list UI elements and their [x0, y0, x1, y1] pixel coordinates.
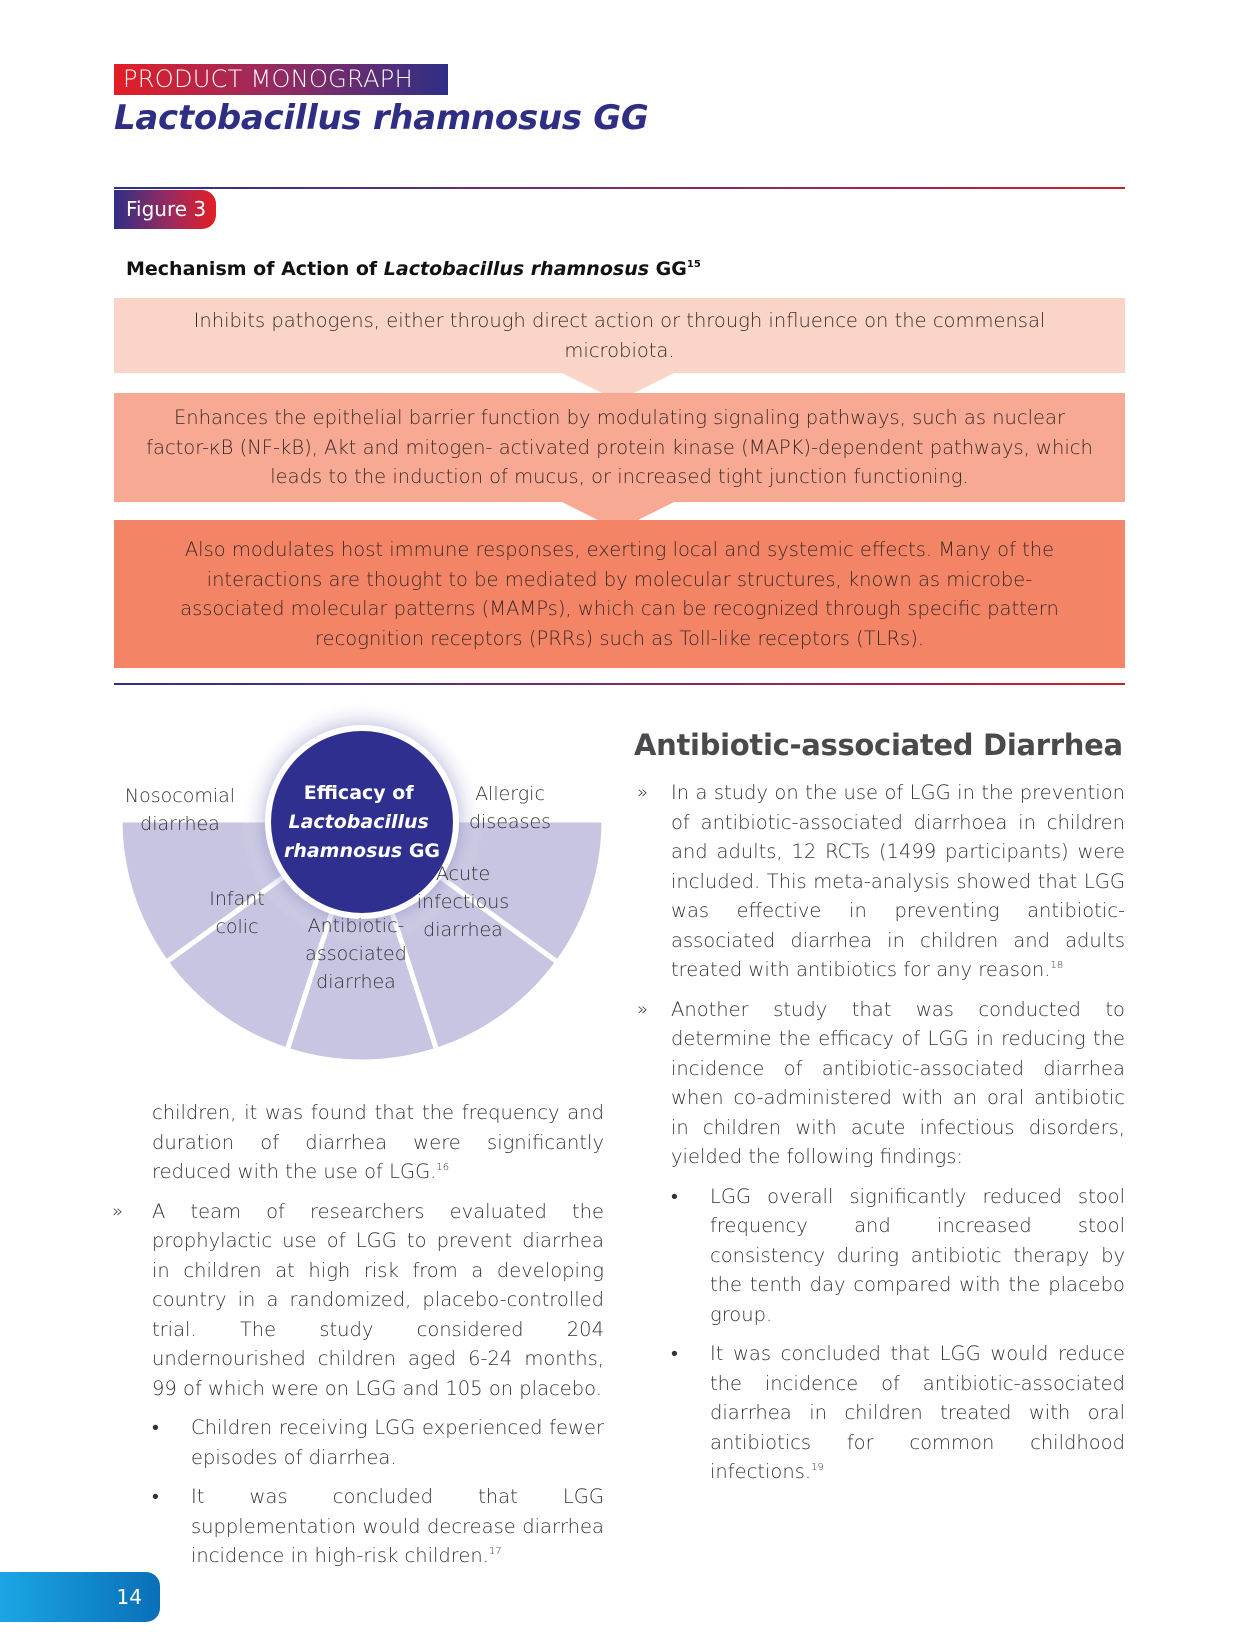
product-monograph-label: PRODUCT MONOGRAPH [123, 65, 413, 93]
bullet-dot-icon: • [152, 1416, 159, 1439]
mechanism-step-text: Inhibits pathogens, either through direct action or through influence on the commensal microbiota. [193, 309, 1046, 362]
segment-label-line: diarrhea [316, 971, 396, 993]
guillemet-bullet-icon: » [112, 1200, 124, 1222]
segment-label-line: diarrhea [140, 813, 220, 835]
bullet-item [637, 778, 1125, 985]
guillemet-bullet-icon: » [637, 998, 649, 1020]
bullet-text: Another study that was conducted to determine the efficacy of LGG in reducing the incidence of antibiotic-associated diarrhea when co-administered with an oral antibiotic in children with acute infectious disorders, yielded the following findings: [671, 997, 1125, 1168]
center-line-3 [284, 840, 440, 862]
page-number: 14 [116, 1585, 142, 1609]
bullet-text: A team of researchers evaluated the prophylactic use of LGG to prevent diarrhea in children at high risk from a developing country in a randomized, placebo-controlled trial. The study considered 204 undernourished children aged 6-24 months, 99 of which were on LGG and 105 on placebo. [152, 1199, 604, 1400]
bullet-text: In a study on the use of LGG in the prevention of antibiotic-associated diarrhoea in children and adults, 12 RCTs (1499 participants) were included. This meta-analysis showed that LGG was effective in preventing antibiotic-associated diarrhea in children and adults treated with antibiotics for any reason. [671, 781, 1125, 981]
figure-heading [126, 258, 701, 280]
segment-label-line: diarrhea [423, 919, 503, 941]
paragraph-text: children, it was found that the frequency and duration of diarrhea were significantly reduced with the use of LGG. [152, 1101, 604, 1183]
bullet-dot-icon: • [671, 1184, 678, 1208]
segment-label-line: Antibiotic- [307, 915, 405, 937]
figure-badge-label: Figure 3 [126, 197, 207, 221]
svg-text:Efficacy of Lactobacillus [284, 782, 440, 862]
bullet-item [637, 995, 1125, 1172]
right-column [637, 778, 1125, 1497]
bullet-dot-icon: • [152, 1485, 159, 1508]
sub-bullet-item [671, 1182, 1125, 1330]
reference-superscript: 18 [1050, 960, 1064, 971]
figure-heading-prefix: Mechanism of Action of [126, 258, 384, 280]
section-title: Antibiotic-associated Diarrhea [634, 728, 1123, 762]
sub-bullet-item [152, 1482, 604, 1571]
center-line-1: Efficacy of [303, 782, 414, 804]
top-divider [114, 187, 1125, 189]
bullet-item [112, 1197, 604, 1404]
segment-label-line: Acute [435, 863, 491, 885]
sub-bullet-item [152, 1413, 604, 1472]
center-line-3-rest: GG [402, 840, 441, 862]
continued-paragraph [152, 1098, 604, 1187]
mechanism-step-2 [114, 393, 1125, 502]
page-number-badge [0, 1572, 160, 1622]
sub-bullet-text: Children receiving LGG experienced fewer episodes of diarrhea. [191, 1416, 604, 1469]
mechanism-step-text: Enhances the epithelial barrier function by modulating signaling pathways, such as nuclear factor-κB (NF-kB), Akt and mitogen- activated protein kinase (MAPK)-dependent pathways, which leads to the induction of mucus, or increased tight junction functioning. [146, 406, 1093, 489]
center-line-2: Lactobacillus [288, 811, 429, 833]
efficacy-diagram [110, 700, 620, 1080]
segment-label-line: colic [215, 916, 259, 938]
sub-bullet-text: It was concluded that LGG would reduce the incidence of antibiotic-associated diarrhea in children treated with oral antibiotics for common childhood infections. [710, 1342, 1125, 1483]
guillemet-bullet-icon: » [637, 782, 649, 803]
segment-label-line: Allergic [475, 783, 545, 805]
sub-bullet-text: It was concluded that LGG supplementation would decrease diarrhea incidence in high-risk children. [191, 1485, 604, 1567]
segment-label-line: associated [305, 943, 407, 965]
sub-bullet-text: LGG overall significantly reduced stool frequency and increased stool consistency during antibiotic therapy by the tenth day compared with the placebo group. [710, 1184, 1125, 1326]
left-column [112, 1098, 604, 1581]
segment-label-line: diseases [468, 811, 552, 833]
mechanism-step-3 [114, 520, 1125, 668]
bullet-dot-icon: • [671, 1342, 678, 1365]
reference-superscript: 17 [488, 1546, 502, 1557]
reference-superscript: 16 [436, 1162, 450, 1173]
figure-heading-species: Lactobacillus rhamnosus [383, 258, 650, 280]
figure-badge [114, 190, 216, 229]
segment-label [305, 915, 407, 993]
segment-label-line: Nosocomial [124, 785, 236, 807]
reference-superscript: 19 [811, 1462, 824, 1473]
sub-bullet-item [671, 1339, 1125, 1487]
mechanism-step-text: Also modulates host immune responses, exerting local and systemic effects. Many of the interactions are thought to be mediated by molecular structures, known as microbe- associated molecular patterns (MAMPs), which can be recognized through specific pattern recognition receptors (PRRs) such as Toll-like receptors (TLRs). [180, 538, 1059, 650]
bottom-divider [114, 683, 1125, 685]
figure-heading-suffix: GG [649, 258, 687, 280]
segment-label-line: Infant [209, 888, 265, 910]
reference-superscript: 15 [686, 259, 701, 270]
segment-label-line: infectious [416, 891, 510, 913]
center-line-3-italic: rhamnosus [283, 840, 403, 862]
segment-label [125, 785, 235, 835]
document-title: Lactobacillus rhamnosus GG [114, 98, 649, 138]
mechanism-step-1 [114, 298, 1125, 373]
product-monograph-band [114, 64, 448, 95]
